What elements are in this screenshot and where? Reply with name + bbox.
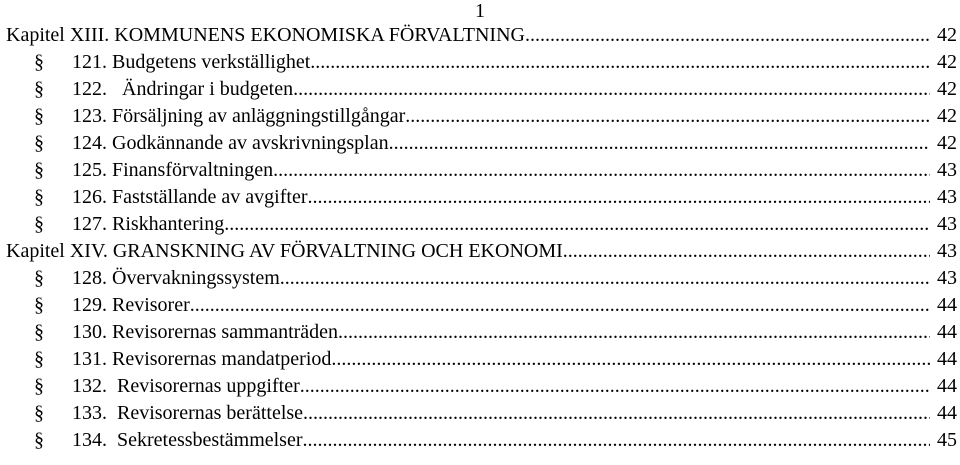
dot-leader	[525, 24, 930, 46]
toc-entry-label: 132. Revisorernas uppgifter	[72, 374, 300, 397]
toc-page-number: 44	[937, 320, 957, 343]
toc-section-entry	[0, 129, 960, 156]
toc-entry-label: 130. Revisorernas sammanträden	[72, 320, 339, 343]
toc-entry-label: 128. Övervakningssystem	[72, 266, 280, 289]
dot-leader	[563, 240, 930, 262]
toc-entry-line	[0, 105, 930, 127]
dot-leader	[303, 429, 931, 451]
toc-page-number: 43	[937, 185, 957, 208]
toc-entry-line	[0, 321, 930, 343]
toc-section-entry	[0, 345, 960, 372]
toc-section-entry	[0, 75, 960, 102]
toc-section-entry	[0, 426, 960, 453]
toc-chapter-entry	[0, 21, 960, 48]
toc-entry-line	[0, 24, 930, 46]
toc-page-number: 43	[937, 158, 957, 181]
section-sign: §	[34, 320, 44, 343]
toc-entry-label: 123. Försäljning av anläggningstillgångar	[72, 104, 406, 127]
toc-page-number: 42	[937, 23, 957, 46]
toc-page-number: 43	[937, 266, 957, 289]
section-sign: §	[34, 131, 44, 154]
toc-entry-line	[0, 294, 930, 316]
section-sign: §	[34, 212, 44, 235]
dot-leader	[310, 51, 930, 73]
toc-entry-line	[0, 213, 930, 235]
toc-entry-line	[0, 402, 930, 424]
toc-section-entry	[0, 291, 960, 318]
toc-section-entry	[0, 399, 960, 426]
toc-page-number: 42	[937, 77, 957, 100]
toc-entry-label: Kapitel XIII. KOMMUNENS EKONOMISKA FÖRVALTNING	[6, 23, 525, 46]
page-number: 1	[475, 0, 485, 22]
toc-section-entry	[0, 156, 960, 183]
section-sign: §	[34, 347, 44, 370]
toc-entry-label: 126. Fastställande av avgifter	[72, 185, 308, 208]
dot-leader	[338, 321, 930, 343]
toc-entry-line	[0, 159, 930, 181]
toc-entry-line	[0, 375, 930, 397]
toc-page-number: 44	[937, 347, 957, 370]
toc-section-entry	[0, 318, 960, 345]
toc-page-number: 42	[937, 104, 957, 127]
dot-leader	[405, 105, 930, 127]
toc-entry-line	[0, 78, 930, 100]
toc-entry-label: 131. Revisorernas mandatperiod	[72, 347, 332, 370]
dot-leader	[331, 348, 930, 370]
section-sign: §	[34, 428, 44, 451]
toc-section-entry	[0, 48, 960, 75]
dot-leader	[293, 78, 930, 100]
dot-leader	[308, 186, 931, 208]
section-sign: §	[34, 401, 44, 424]
toc-page-number: 45	[937, 428, 957, 451]
toc-entry-label: 129. Revisorer	[72, 293, 190, 316]
dot-leader	[224, 213, 930, 235]
toc-section-entry	[0, 264, 960, 291]
dot-leader	[300, 375, 930, 397]
toc-section-entry	[0, 183, 960, 210]
toc-entry-label: 122. Ändringar i budgeten	[72, 77, 294, 100]
toc-entry-line	[0, 186, 930, 208]
toc-page-number: 44	[937, 401, 957, 424]
toc-entry-label: 124. Godkännande av avskrivningsplan	[72, 131, 389, 154]
toc-entry-label: 125. Finansförvaltningen	[72, 158, 274, 181]
dot-leader	[190, 294, 930, 316]
section-sign: §	[34, 77, 44, 100]
toc-entry-line	[0, 51, 930, 73]
toc-entry-line	[0, 240, 930, 262]
toc-entry-line	[0, 429, 930, 451]
table-of-contents	[0, 21, 960, 453]
toc-section-entry	[0, 102, 960, 129]
toc-page-number: 43	[937, 212, 957, 235]
toc-page-number: 42	[937, 50, 957, 73]
toc-entry-label: 133. Revisorernas berättelse	[72, 401, 304, 424]
section-sign: §	[34, 293, 44, 316]
section-sign: §	[34, 158, 44, 181]
toc-entry-line	[0, 132, 930, 154]
section-sign: §	[34, 50, 44, 73]
toc-section-entry	[0, 210, 960, 237]
dot-leader	[303, 402, 930, 424]
dot-leader	[273, 159, 930, 181]
toc-page-number: 44	[937, 293, 957, 316]
toc-chapter-entry	[0, 237, 960, 264]
toc-page-number: 43	[937, 239, 957, 262]
toc-section-entry	[0, 372, 960, 399]
toc-entry-label: 121. Budgetens verkställighet	[72, 50, 311, 73]
section-sign: §	[34, 266, 44, 289]
section-sign: §	[34, 104, 44, 127]
toc-entry-label: 134. Sekretessbestämmelser	[72, 428, 303, 451]
toc-page-number: 44	[937, 374, 957, 397]
section-sign: §	[34, 185, 44, 208]
toc-entry-label: Kapitel XIV. GRANSKNING AV FÖRVALTNING OCH EKONOMI	[6, 239, 563, 262]
section-sign: §	[34, 374, 44, 397]
dot-leader	[280, 267, 930, 289]
toc-page-number: 42	[937, 131, 957, 154]
toc-entry-label: 127. Riskhantering	[72, 212, 225, 235]
toc-entry-line	[0, 267, 930, 289]
toc-entry-line	[0, 348, 930, 370]
dot-leader	[389, 132, 930, 154]
